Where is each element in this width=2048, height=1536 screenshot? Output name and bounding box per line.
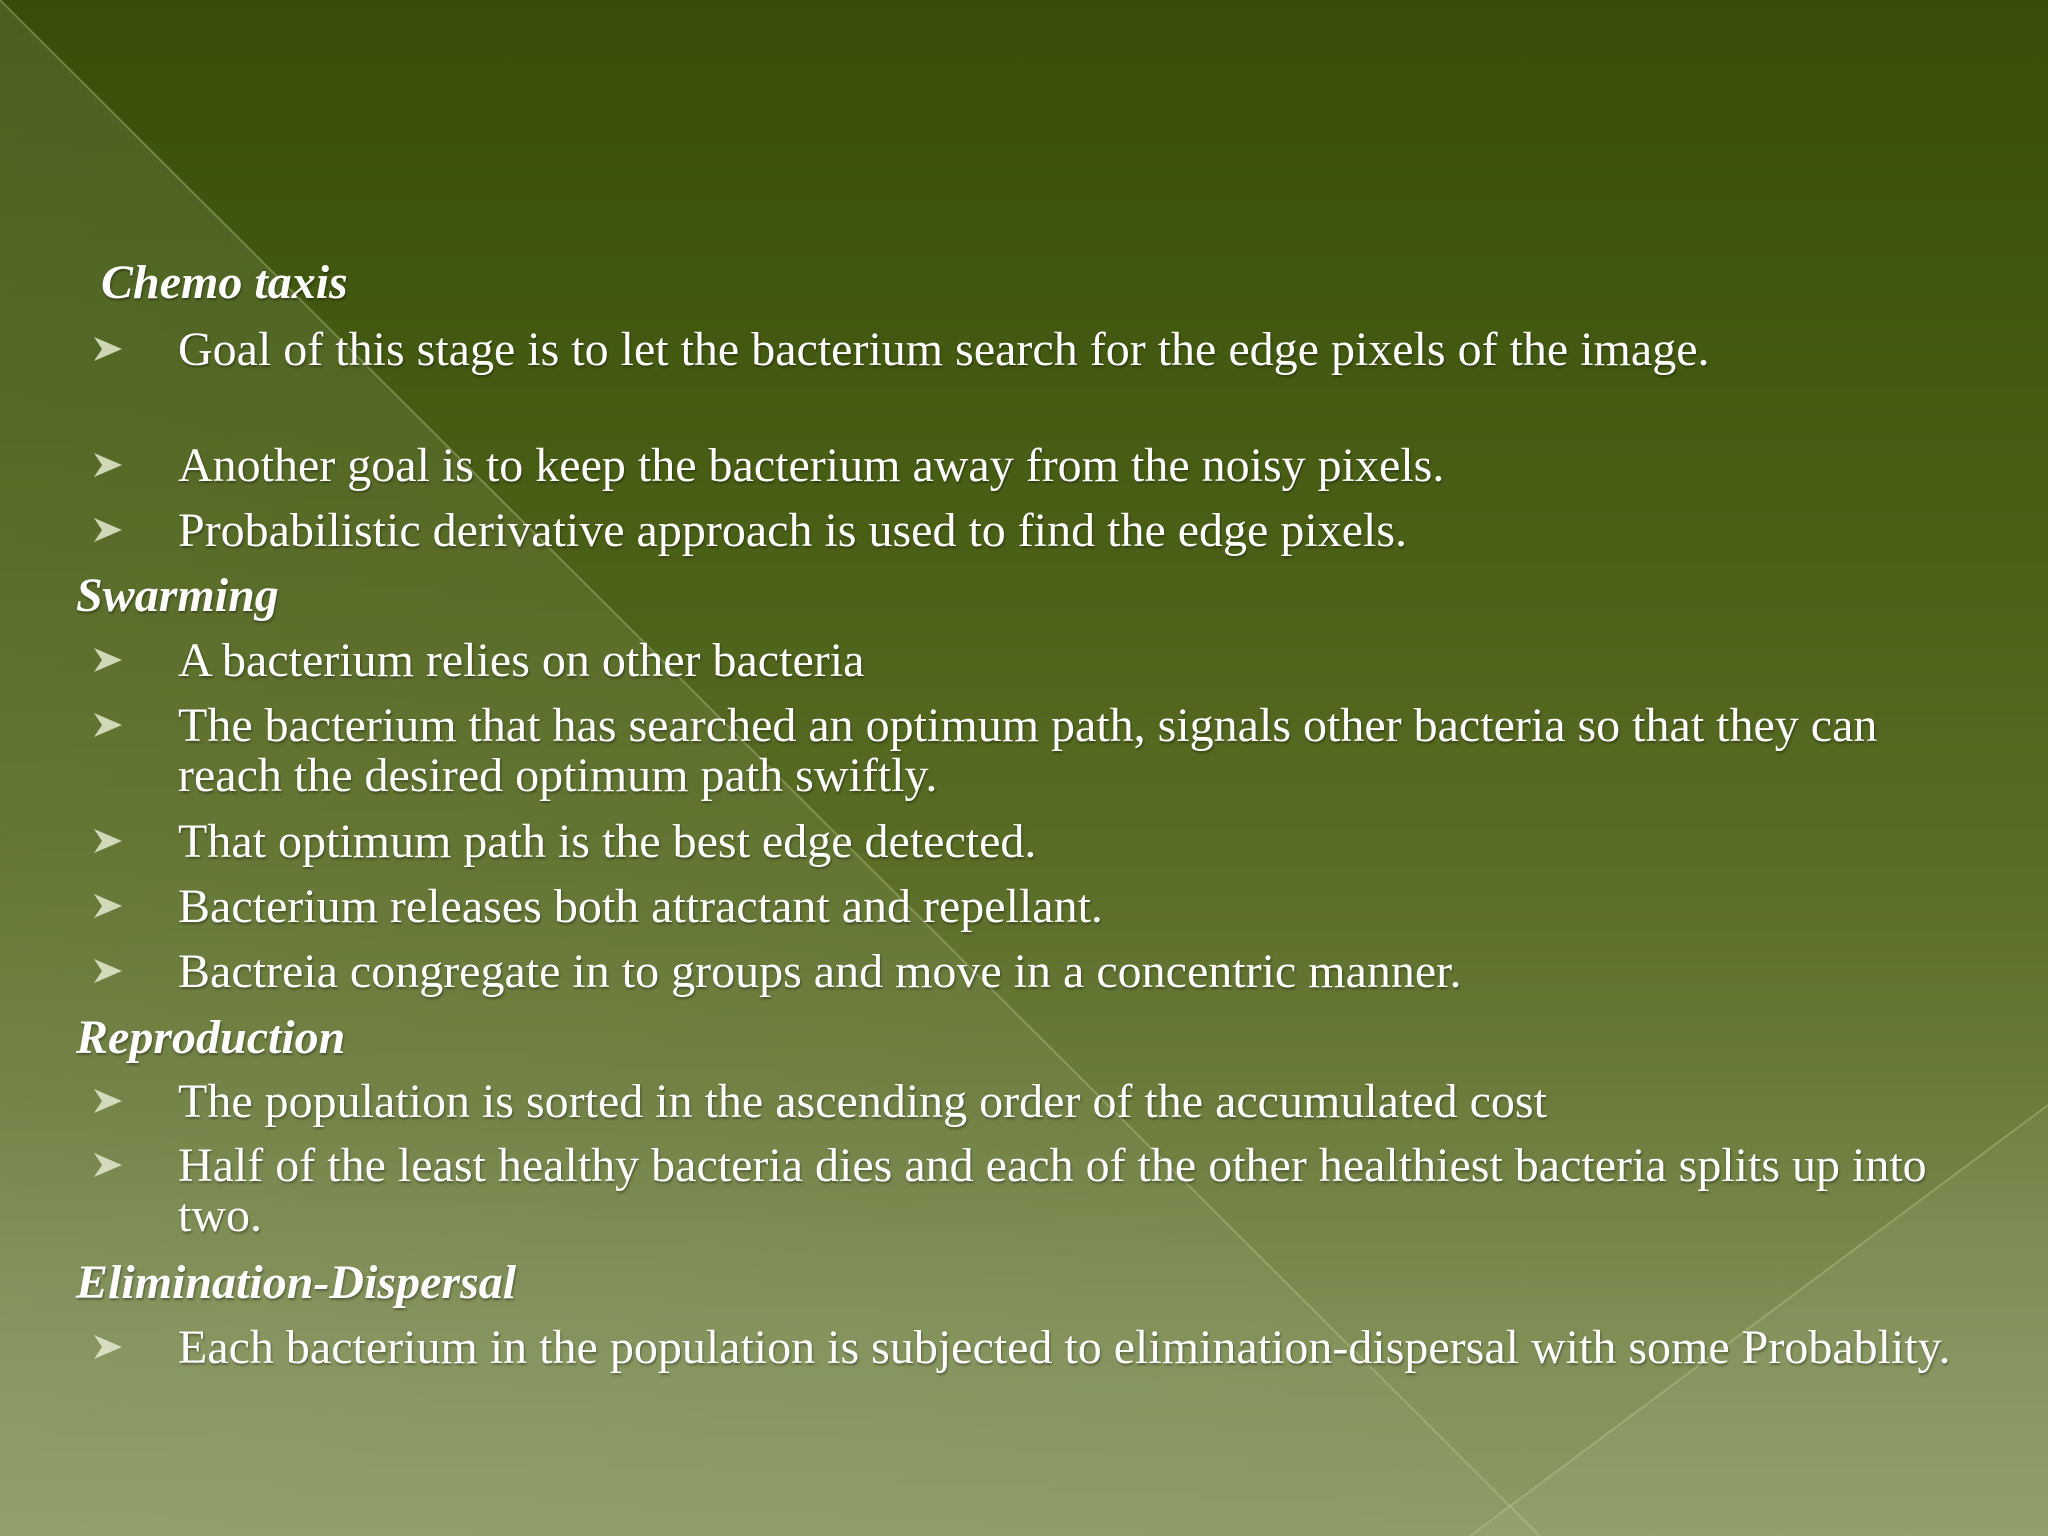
arrow-bullet-icon bbox=[92, 1085, 126, 1117]
arrow-bullet-icon bbox=[92, 1149, 126, 1181]
bullet-text: Half of the least healthy bacteria dies and each of the other healthiest bacteria splits up into two. bbox=[178, 1139, 1927, 1242]
arrow-bullet-icon bbox=[92, 644, 126, 676]
bullet-text: Bactreia congregate in to groups and move in a concentric manner. bbox=[178, 945, 1462, 998]
bullet-text: A bacterium relies on other bacteria bbox=[178, 634, 865, 687]
arrow-bullet-icon bbox=[92, 890, 126, 922]
arrow-bullet-icon bbox=[92, 449, 126, 481]
bullet-text: The bacterium that has searched an optimum path, signals other bacteria so that they can reach the desired optimum path swiftly. bbox=[178, 699, 1878, 802]
arrow-bullet-icon bbox=[92, 955, 126, 987]
bullet-text: Goal of this stage is to let the bacterium search for the edge pixels of the image. bbox=[178, 323, 1710, 376]
bullet-text: Another goal is to keep the bacterium away from the noisy pixels. bbox=[178, 439, 1445, 492]
bullet-text: Bacterium releases both attractant and repellant. bbox=[178, 880, 1103, 933]
bullet-text: Each bacterium in the population is subjected to elimination-dispersal with some Probablity. bbox=[178, 1321, 1951, 1374]
section-heading-chemotaxis: Chemo taxis bbox=[101, 256, 348, 309]
arrow-bullet-icon bbox=[92, 514, 126, 546]
bullet-text: The population is sorted in the ascending order of the accumulated cost bbox=[178, 1075, 1547, 1128]
section-heading-swarming: Swarming bbox=[76, 569, 279, 622]
bullet-text: That optimum path is the best edge detected. bbox=[178, 815, 1037, 868]
section-heading-elimination-dispersal: Elimination-Dispersal bbox=[76, 1256, 517, 1309]
arrow-bullet-icon bbox=[92, 1331, 126, 1363]
arrow-bullet-icon bbox=[92, 825, 126, 857]
arrow-bullet-icon bbox=[92, 709, 126, 741]
bullet-text: Probabilistic derivative approach is used to find the edge pixels. bbox=[178, 504, 1408, 557]
section-heading-reproduction: Reproduction bbox=[76, 1011, 346, 1064]
arrow-bullet-icon bbox=[92, 333, 126, 365]
